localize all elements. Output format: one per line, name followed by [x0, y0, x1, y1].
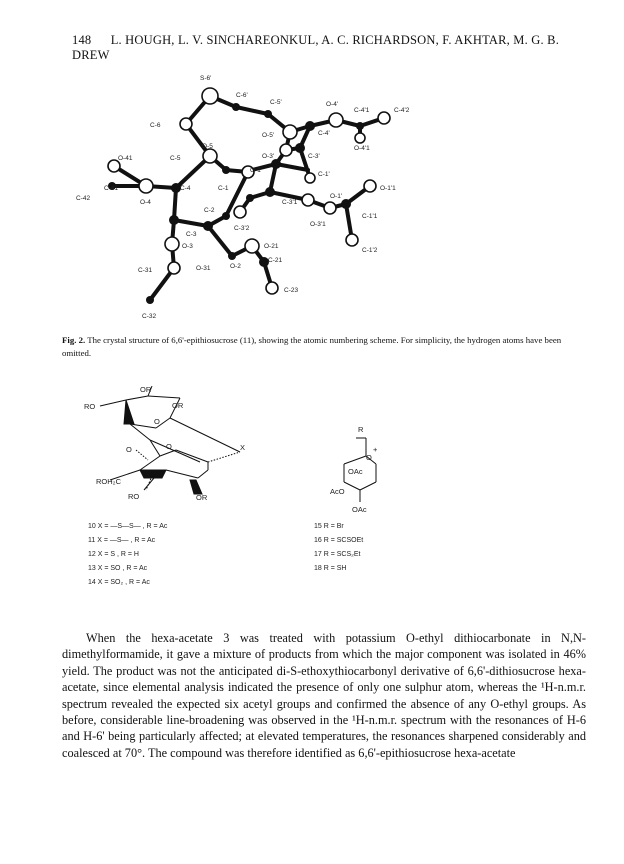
compound-entry: 17 R = SCS₂Et [314, 551, 361, 558]
atom-label: O-41 [118, 155, 133, 162]
atom-label: C-3'1 [282, 199, 298, 206]
scheme-label: OR [172, 401, 184, 410]
atom-label: C-5 [170, 155, 181, 162]
caption-label: Fig. 2. [62, 335, 86, 345]
atom-label: C-5' [270, 99, 282, 106]
compound-entry: 13 X = SO , R = Ac [88, 565, 148, 572]
atom-label: S-6' [200, 75, 212, 82]
atom-label: O-21 [264, 243, 279, 250]
scheme-label: O [166, 442, 172, 451]
scheme-label: OR [196, 493, 208, 502]
compound-entry: 14 X = SO₂ , R = Ac [88, 579, 150, 586]
atom-label: C-3'2 [234, 225, 250, 232]
atom-label: O-3 [182, 243, 193, 250]
atom-label: C-21 [268, 257, 283, 264]
atom-label: C-3' [308, 153, 320, 160]
compound-list-right [314, 520, 363, 576]
atom-label: C-4' [318, 130, 330, 137]
atom-label: O-4'1 [354, 145, 370, 152]
atom-label: C-3 [186, 231, 197, 238]
atom-label: C-42 [76, 195, 91, 202]
scheme-label: ROH₂C [96, 477, 121, 486]
scheme-left-bonds [100, 386, 240, 494]
atom-label: C-1'1 [362, 213, 378, 220]
atom-label: C-1'2 [362, 247, 378, 254]
compound-entry: 18 R = SH [314, 565, 347, 572]
atom-label: O-3' [262, 153, 275, 160]
atom-label: O-1 [250, 167, 261, 174]
atom-label: C-32 [142, 313, 157, 320]
scheme-label: R [358, 425, 364, 434]
caption-text: The crystal structure of 6,6'-epithiosucrose (11), showing the atomic numbering scheme. For simplicity, the hydrogen atoms have been omitted. [62, 335, 562, 358]
atom-label: O-3'1 [310, 221, 326, 228]
atom-label: C-4 [180, 185, 191, 192]
compound-list-left [88, 520, 167, 590]
atom-label: C-4'1 [354, 107, 370, 114]
body-paragraph: When the hexa-acetate 3 was treated with potassium O-ethyl dithiocarbonate in N,N-dimethylformamide, it gave a mixture of products from which the major component was isolated in 46% yield. The product was not the anticipated di-S-ethoxythiocarbonyl derivative of 6,6'-dithiosucrose hexa-acetate, since elemental analysis indicated the presence of only one sulphur atom, whereas the ¹H-n.m.r. spectrum revealed the expected six acetyl groups and confirmed the absence of any O-ethyl groups. As before, considerable line-broadening was observed in the ¹H-n.m.r. spectrum with the resonances of H-6 and H-6' being particularly affected; at elevated temperatures, the resonances sharpened considerably and coalesced at 70°. The compound was therefore identified as 6,6'-epithiosucrose hexa-acetate [62, 631, 586, 760]
compound-entry: 16 R = SCSOEt [314, 537, 364, 544]
atom-label: O-2 [230, 263, 241, 270]
scheme-label: RO [128, 492, 140, 501]
scheme-label: OAc [352, 505, 367, 514]
atom-label: C-1 [218, 185, 229, 192]
atom-label: C-1' [318, 171, 330, 178]
atom-label: O-31 [196, 265, 211, 272]
atom-label: C-4'2 [394, 107, 410, 114]
scheme-label: RO [84, 402, 96, 411]
page-number: 148 [72, 33, 92, 47]
scheme-label: + [373, 445, 378, 454]
scheme-label: O [126, 445, 132, 454]
body-text [62, 630, 586, 761]
atom-label: C-23 [284, 287, 299, 294]
atom-label: O-4' [326, 101, 339, 108]
atom-label: C-6' [236, 92, 248, 99]
scheme-label: OAc [348, 467, 363, 476]
atom-label: O-5' [262, 132, 275, 139]
atom-label: C-6 [150, 122, 161, 129]
atom-label: C-41 [104, 185, 119, 192]
atom-label: C-2 [204, 207, 215, 214]
atom-label: O-1' [330, 193, 343, 200]
header-authors: L. HOUGH, L. V. SINCHAREONKUL, A. C. RICHARDSON, F. AKHTAR, M. G. B. DREW [72, 33, 560, 62]
compound-entry: 12 X = S , R = H [88, 551, 139, 558]
atom-label: O-5 [202, 143, 213, 150]
scheme-label: AcO [330, 487, 345, 496]
compound-entry: 11 X = —S— , R = Ac [88, 537, 156, 544]
scheme-label: O [154, 417, 160, 426]
scheme-label: O [366, 453, 372, 462]
scheme-label: X [240, 443, 246, 452]
atom-label: O-1'1 [380, 185, 396, 192]
atom-label: C-31 [138, 267, 153, 274]
compound-entry: 10 X = —S—S— , R = Ac [88, 523, 168, 530]
atom-label: O-4 [140, 199, 151, 206]
compound-entry: 15 R = Br [314, 523, 344, 530]
scheme-label: OR [140, 385, 152, 394]
